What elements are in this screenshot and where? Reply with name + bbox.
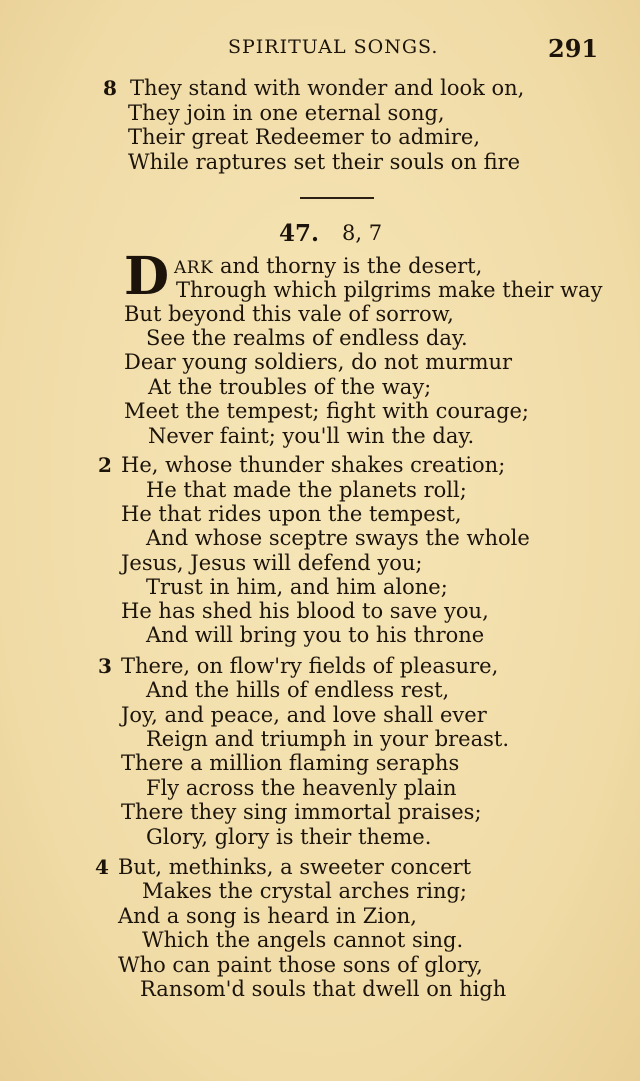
verse-line: Meet the tempest; fight with courage; (124, 399, 530, 423)
verse-line: Jesus, Jesus will defend you; (121, 551, 423, 575)
hymn-heading (0, 220, 640, 248)
verse-line: Their great Redeemer to admire, (128, 125, 481, 149)
verse-line: But beyond this vale of sorrow, (124, 302, 454, 326)
first-word-smallcaps: ARK (174, 258, 214, 278)
stanza-number: 3 (98, 654, 112, 678)
verse-line: Reign and triumph in your breast. (146, 727, 510, 751)
verse-line: He, whose thunder shakes creation; (121, 453, 506, 477)
verse-line: They stand with wonder and look on, (130, 76, 525, 100)
verse-line: Makes the crystal arches ring; (142, 879, 468, 903)
page-number: 291 (548, 34, 599, 63)
verse-line: Through which pilgrims make their way (176, 278, 603, 302)
page-header (0, 34, 640, 64)
hymn-meter: 8, 7 (342, 221, 383, 245)
stanza-number: 2 (98, 453, 112, 477)
verse-line: He that rides upon the tempest, (121, 502, 462, 526)
verse-line: Glory, glory is their theme. (146, 825, 432, 849)
verse-line: While raptures set their souls on fire (128, 150, 521, 174)
verse-line: They join in one eternal song, (128, 101, 445, 125)
verse-line: At the troubles of the way; (148, 375, 432, 399)
verse-line: And will bring you to his throne (146, 623, 485, 647)
verse-line: Ransom'd souls that dwell on high (140, 977, 507, 1001)
verse-line: There, on flow'ry fields of pleasure, (121, 654, 499, 678)
verse-line: Dear young soldiers, do not murmur (124, 350, 513, 374)
verse-line (174, 254, 482, 280)
stanza-number: 8 (103, 76, 117, 100)
verse-line: See the realms of endless day. (146, 326, 468, 350)
verse-line: Which the angels cannot sing. (142, 928, 464, 952)
verse-line: And the hills of endless rest, (146, 678, 450, 702)
verse-line: Fly across the heavenly plain (146, 776, 457, 800)
verse-line: Never faint; you'll win the day. (148, 424, 475, 448)
running-head: SPIRITUAL SONGS. (228, 36, 439, 58)
hymn-number: 47. (279, 220, 320, 247)
verse-line: Joy, and peace, and love shall ever (121, 703, 487, 727)
verse-line: Who can paint those sons of glory, (118, 953, 483, 977)
section-divider (300, 197, 374, 199)
verse-line: He has shed his blood to save you, (121, 599, 489, 623)
verse-line: Trust in him, and him alone; (146, 575, 448, 599)
verse-line: And a song is heard in Zion, (118, 904, 417, 928)
verse-line: There a million flaming seraphs (121, 751, 460, 775)
first-line-rest: and thorny is the desert, (213, 254, 483, 278)
drop-cap: D (124, 246, 170, 307)
verse-line: And whose sceptre sways the whole (146, 526, 530, 550)
stanza-number: 4 (95, 855, 109, 879)
verse-line: But, methinks, a sweeter concert (118, 855, 472, 879)
verse-line: He that made the planets roll; (146, 478, 467, 502)
verse-line: There they sing immortal praises; (121, 800, 482, 824)
